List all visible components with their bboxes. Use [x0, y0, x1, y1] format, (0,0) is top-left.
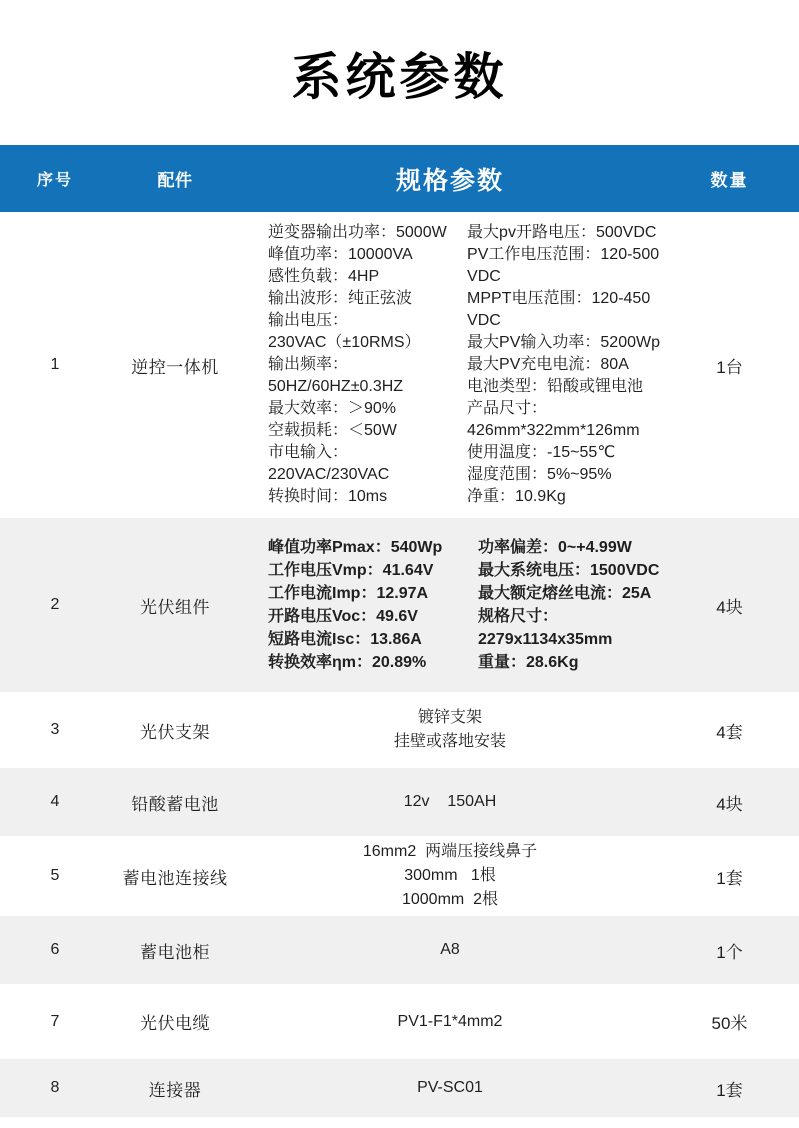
- table-row-battery-cabinet: [0, 916, 799, 984]
- part-name: 连接器: [148, 1080, 202, 1100]
- page-title: 系统参数: [291, 48, 508, 105]
- part-name: 蓄电池柜: [140, 942, 210, 962]
- row-number: 6: [50, 941, 60, 958]
- quantity: 50米: [711, 1014, 748, 1033]
- part-name: 蓄电池连接线: [122, 868, 228, 888]
- row-number: 4: [50, 793, 60, 810]
- table-row-bracket: [0, 692, 799, 768]
- part-name: 逆控一体机: [131, 357, 219, 377]
- spec-cell: 镀锌支架 挂壁或落地安装: [393, 709, 506, 750]
- title-bar: [0, 0, 799, 145]
- spec-column-right: 功率偏差：0~+4.99W 最大系统电压：1500VDC 最大额定熔丝电流：25A 规格尺寸： 2279x1134x35mm 重量：28.6Kg: [478, 539, 660, 671]
- quantity: 1套: [716, 868, 743, 888]
- spec-cell: PV1-F1*4mm2: [397, 1012, 503, 1030]
- quantity: 1台: [716, 357, 743, 377]
- table-row-connector: [0, 1059, 799, 1117]
- spec-cell: 12v 150AH: [403, 793, 497, 810]
- spec-column-left: 逆变器输出功率：5000W 峰值功率：10000VA 感性负载：4HP 输出波形：纯正弦波 输出电压： 230VAC（±10RMS） 输出频率： 50HZ/60HZ±0.3HZ 最大效率：＞90% 空载损耗：＜50W 市电输入： 220VAC/230VAC 转换时间：10ms: [268, 224, 447, 505]
- row-number: 1: [50, 356, 60, 373]
- spec-column-left: 峰值功率Pmax：540Wp 工作电压Vmp：41.64V 工作电流Imp：12.97A 开路电压Voc：49.6V 短路电流Isc：13.86A 转换效率ηm：20.89%: [268, 539, 443, 671]
- table-row-pv-cable: [0, 984, 799, 1059]
- part-name: 光伏组件: [140, 597, 210, 617]
- table-row-battery-cable: [0, 836, 799, 916]
- quantity: 4块: [716, 597, 743, 617]
- quantity: 1套: [716, 1080, 743, 1100]
- bottom-margin: [0, 1117, 799, 1128]
- row-number: 2: [50, 596, 60, 613]
- row-number: 8: [50, 1079, 60, 1096]
- table-row-battery: [0, 768, 799, 836]
- spec-column-right: 最大pv开路电压：500VDC PV工作电压范围：120-500 VDC MPPT电压范围：120-450 VDC 最大PV输入功率：5200Wp 最大PV充电电流：80A 电池类型：铅酸或锂电池 产品尺寸： 426mm*322mm*126mm 使用温度：-15~55℃ 湿度范围：5%~95% 净重：10.9Kg: [467, 224, 660, 505]
- header-no: 序号: [36, 172, 73, 189]
- header-qty: 数量: [710, 171, 749, 190]
- spec-cell: [240, 212, 660, 518]
- table-row-inverter: [0, 212, 799, 518]
- table-header-row: [0, 145, 799, 212]
- header-spec: 规格参数: [395, 166, 504, 195]
- quantity: 1个: [716, 942, 743, 962]
- header-part: 配件: [157, 171, 193, 190]
- spec-cell: PV-SC01: [417, 1079, 483, 1096]
- part-name: 铅酸蓄电池: [131, 794, 219, 814]
- part-name: 光伏支架: [140, 722, 210, 742]
- quantity: 4套: [716, 722, 743, 742]
- spec-cell: A8: [440, 941, 460, 958]
- row-number: 3: [50, 721, 60, 738]
- row-number: 5: [50, 867, 60, 884]
- spec-cell: 16mm2 两端压接线鼻子 300mm 1根 1000mm 2根: [362, 843, 538, 908]
- table-row-pv-module: [0, 518, 799, 692]
- part-name: 光伏电缆: [140, 1014, 210, 1033]
- row-number: 7: [50, 1012, 60, 1030]
- spec-cell: [240, 518, 660, 692]
- quantity: 4块: [716, 794, 743, 814]
